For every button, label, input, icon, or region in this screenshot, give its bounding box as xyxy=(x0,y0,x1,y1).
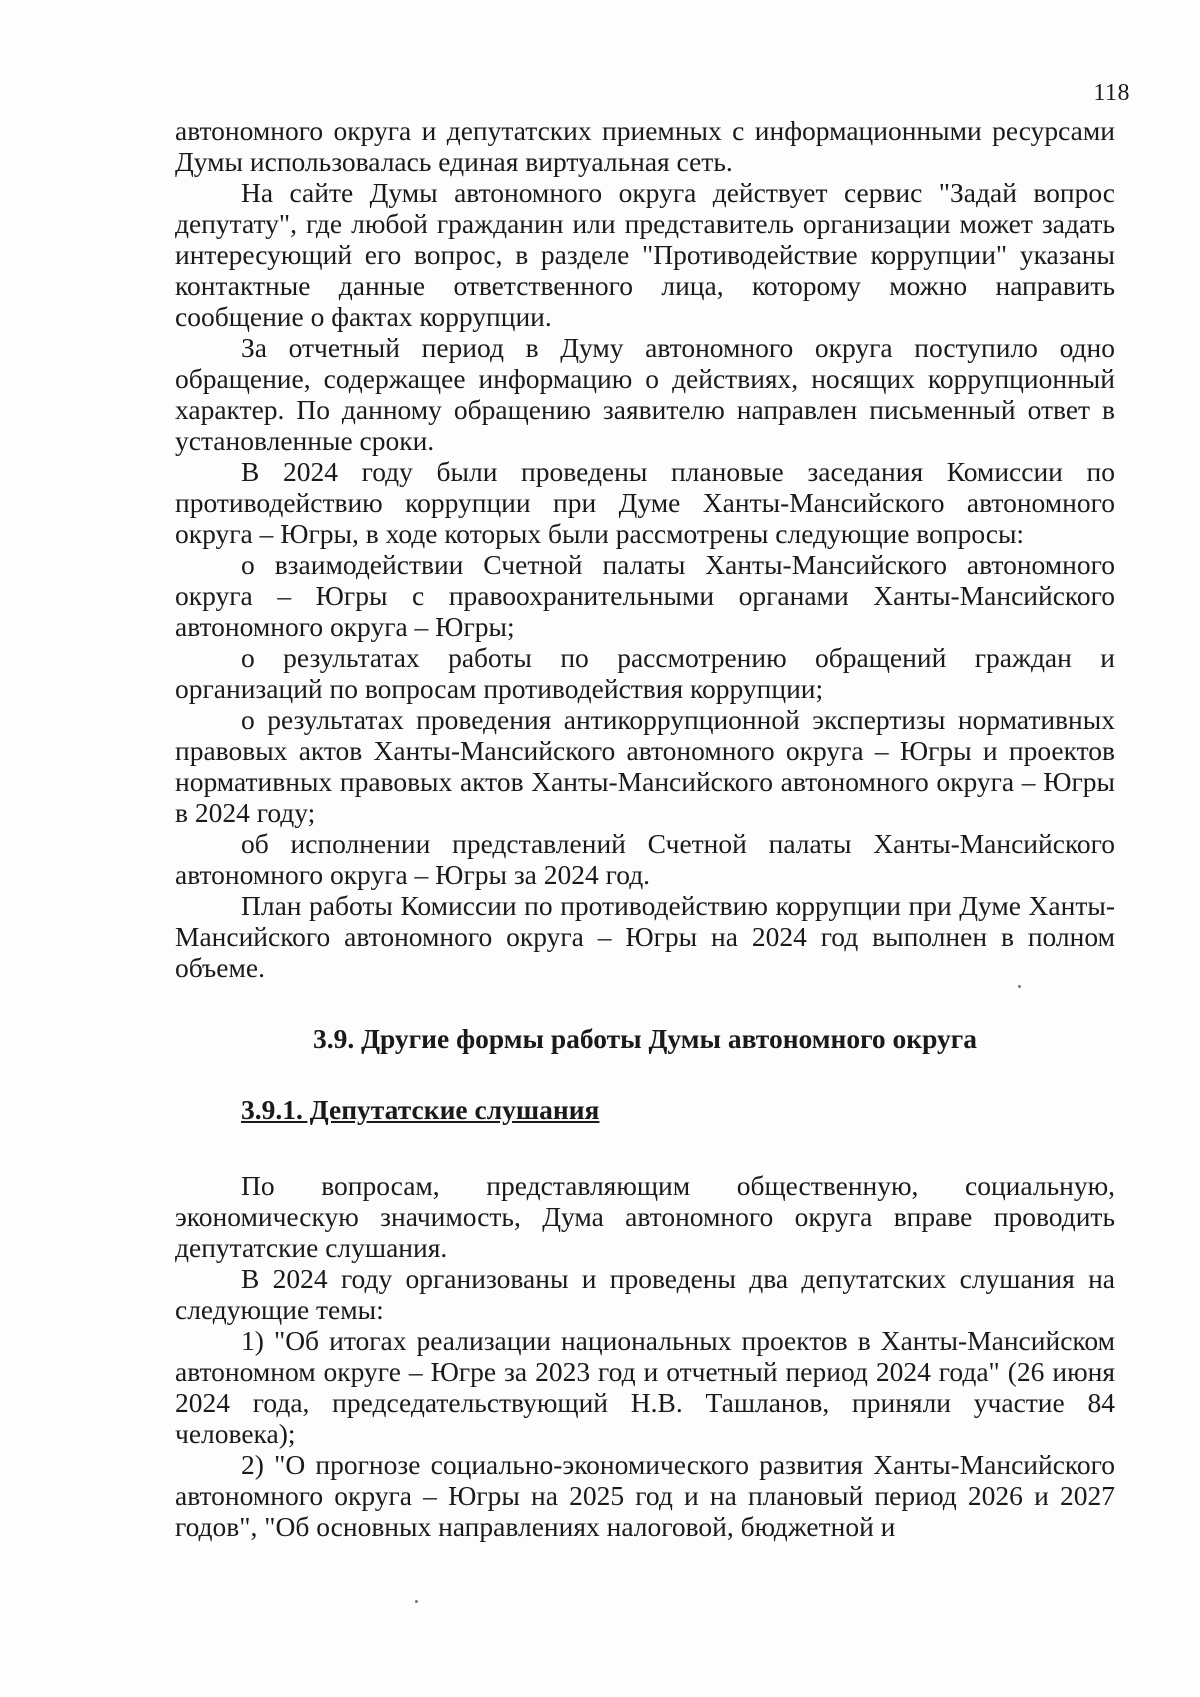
list-item-accounts-chamber: о взаимодействии Счетной палаты Ханты-Мансийского автономного округа – Югры с правоохранительными органами Ханты-Мансийского автономного округа – Югры; xyxy=(175,549,1115,642)
paragraph-continuation: автономного округа и депутатских приемных с информационными ресурсами Думы использовалась единая виртуальная сеть. xyxy=(175,115,1115,177)
page-number: 118 xyxy=(1093,80,1130,106)
list-item-representations: об исполнении представлений Счетной палаты Ханты-Мансийского автономного округа – Югры за 2024 год. xyxy=(175,828,1115,890)
paragraph-hearings-intro: По вопросам, представляющим общественную, социальную, экономическую значимость, Дума автономного округа вправе проводить депутатские слушания. xyxy=(175,1170,1115,1263)
paragraph-appeal: За отчетный период в Думу автономного округа поступило одно обращение, содержащее информацию о действиях, носящих коррупционный характер. По данному обращению заявителю направлен письменный ответ в установленные сроки. xyxy=(175,332,1115,456)
scan-speck xyxy=(415,1600,418,1603)
list-item-citizen-appeals: о результатах работы по рассмотрению обращений граждан и организаций по вопросам противодействия коррупции; xyxy=(175,642,1115,704)
scan-speck xyxy=(1018,985,1021,988)
page-body xyxy=(175,115,1115,1542)
paragraph-site-service: На сайте Думы автономного округа действует сервис "Задай вопрос депутату", где любой гражданин или представитель организации может задать интересующий его вопрос, в разделе "Противодействие коррупции" указаны контактные данные ответственного лица, которому можно направить сообщение о фактах коррупции. xyxy=(175,177,1115,332)
paragraph-commission-meetings: В 2024 году были проведены плановые заседания Комиссии по противодействию коррупции при Думе Ханты-Мансийского автономного округа – Югры, в ходе которых были рассмотрены следующие вопросы: xyxy=(175,456,1115,549)
section-heading: 3.9. Другие формы работы Думы автономного округа xyxy=(312,1023,978,1054)
list-item-hearing-1: 1) "Об итогах реализации национальных проектов в Ханты-Мансийском автономном округе – Югре за 2023 год и отчетный период 2024 года" (26 июня 2024 года, председательствующий Н.В. Ташланов, приняли участие 84 человека); xyxy=(175,1325,1115,1449)
paragraph-hearings-2024: В 2024 году организованы и проведены два депутатских слушания на следующие темы: xyxy=(175,1263,1115,1325)
paragraph-plan-completed: План работы Комиссии по противодействию коррупции при Думе Ханты-Мансийского автономного округа – Югры на 2024 год выполнен в полном объеме. xyxy=(175,890,1115,983)
list-item-expertise: о результатах проведения антикоррупционной экспертизы нормативных правовых актов Ханты-Мансийского автономного округа – Югры и проектов нормативных правовых актов Ханты-Мансийского автономного округа – Югры в 2024 году; xyxy=(175,704,1115,828)
subsection-heading: 3.9.1. Депутатские слушания xyxy=(241,1094,600,1125)
list-item-hearing-2: 2) "О прогнозе социально-экономического развития Ханты-Мансийского автономного округа – Югры на 2025 год и на плановый период 2026 и 2027 годов", "Об основных направлениях налоговой, бюджетной и xyxy=(175,1449,1115,1542)
